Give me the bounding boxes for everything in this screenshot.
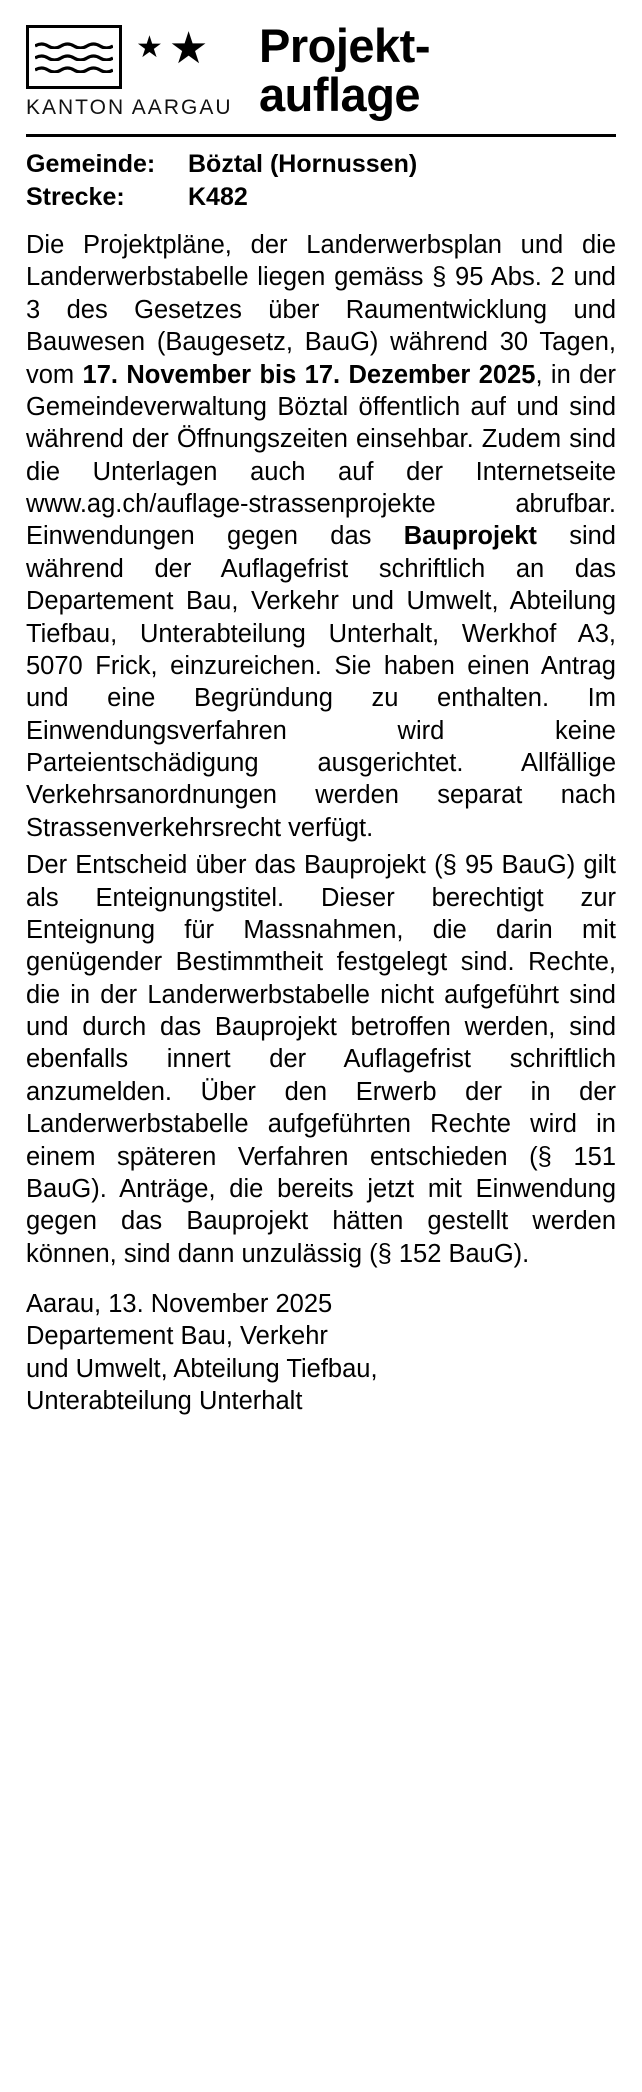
body-p1-part2: , in der Gemeindeverwaltung Böztal öffentlich auf und sind während der Öffnungszeiten einsehbar. Zudem sind die Unterlagen auch auf der Internetseite www.ag.ch/auflage-strassenprojekte abrufbar. Einwendungen gegen das (26, 360, 616, 551)
meta-row-gemeinde (26, 148, 616, 181)
body-p1-bold-dates: 17. November bis 17. Dezember 2025 (82, 360, 536, 389)
body-p1-part3: sind während der Auflagefrist schriftlich an das Departement Bau, Verkehr und Umwelt, Abteilung Tiefbau, Unterabteilung Unterhalt, Werkhof A3, 5070 Frick, einzureichen. Sie haben einen Antrag und eine Begründung zu enthalten. Im Einwendungsverfahren wird keine Parteientschädigung ausgerichtet. Allfällige Verkehrsanordnungen werden separat nach Strassenverkehrsrecht verfügt. (26, 522, 616, 842)
strecke-value: K482 (188, 182, 248, 211)
page-title (259, 19, 616, 121)
star-small-icon: ★ (136, 31, 163, 64)
meta-block (26, 148, 616, 213)
page-title-line2: auflage (259, 67, 421, 121)
kanton-label: KANTON AARGAU (26, 96, 233, 119)
waves-icon (26, 25, 122, 89)
meta-row-strecke (26, 181, 616, 214)
gemeinde-label: Gemeinde: (26, 150, 156, 178)
body-p1-bold-bauprojekt: Bauprojekt (403, 522, 537, 551)
signature-line4: Unterabteilung Unterhalt (26, 1387, 303, 1416)
body-paragraph-1 (26, 229, 616, 844)
signature-date: Aarau, 13. November 2025 (26, 1290, 333, 1318)
header-divider (26, 134, 616, 137)
body-p1-part1: Die Projektpläne, der Landerwerbsplan und die Landerwerbstabelle liegen gemäss § 95 Abs. 2 und 3 des Gesetzes über Raumentwicklung und Bauwesen (Baugesetz, BauG) während 30 Tagen, vom (26, 231, 616, 389)
signature-line3: und Umwelt, Abteilung Tiefbau, (26, 1354, 378, 1383)
body-paragraph-2: Der Entscheid über das Bauprojekt (§ 95 BauG) gilt als Enteignungstitel. Dieser berechtigt zur Enteignung für Massnahmen, die darin mit genügender Bestimmtheit festgelegt sind. Rechte, die in der Landerwerbstabelle nicht aufgeführt sind und durch das Bauprojekt betroffen werden, sind ebenfalls innert der Auflagefrist schriftlich anzumelden. Über den Erwerb der in der Landerwerbstabelle aufgeführten Rechte wird in einem späteren Verfahren entschieden (§ 151 BauG). Anträge, die bereits jetzt mit Einwendung gegen das Bauprojekt hätten gestellt werden können, sind dann unzulässig (§ 152 BauG). (26, 851, 616, 1268)
signature-line2: Departement Bau, Verkehr (26, 1322, 328, 1351)
stars-icon (136, 24, 209, 81)
page-title-line1: Projekt- (259, 19, 430, 72)
logo-emblems (26, 24, 241, 90)
kanton-logo (26, 22, 241, 120)
strecke-label: Strecke: (26, 182, 125, 211)
star-large-icon: ★ (168, 24, 209, 73)
header (26, 19, 616, 121)
notice-body (26, 229, 616, 1270)
signature-block (26, 1288, 616, 1418)
gemeinde-value: Böztal (Hornussen) (188, 150, 418, 178)
